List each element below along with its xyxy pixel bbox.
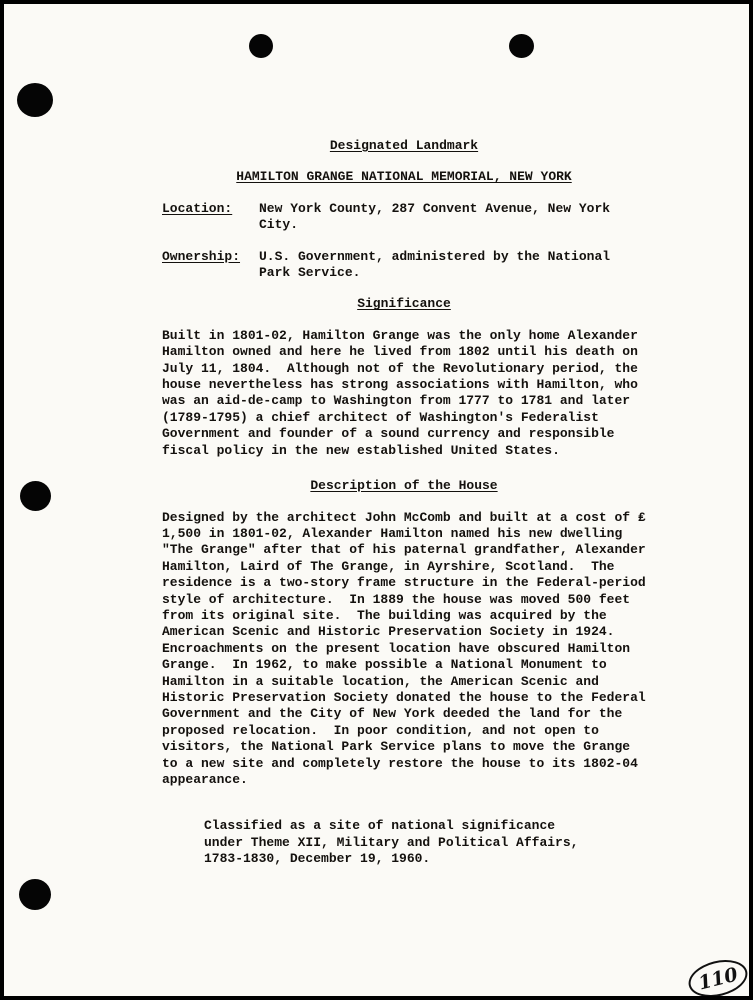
field-location <box>162 201 646 234</box>
handwritten-page-number-text: 110 <box>696 963 740 994</box>
field-ownership-label-text: Ownership: <box>162 248 241 264</box>
hole-punch-mark <box>20 481 51 511</box>
doc-heading-row <box>162 169 646 185</box>
handwritten-page-number <box>685 954 752 1000</box>
hole-punch-mark <box>509 34 534 58</box>
hole-punch-mark <box>249 34 273 58</box>
section-significance-body: Built in 1801-02, Hamilton Grange was the only home Alexander Hamilton owned and here he lived from 1802 until his death on July 11, 1804. Although not of the Revolutionary period, the house nevertheless has strong associations with Hamilton, who was an aid-de-camp to Washington from 1777 to 1781 and later (1789-1795) a chief architect of Washington's Federalist Government and founder of a sound currency and responsible fiscal policy in the new established United States. <box>162 327 646 458</box>
field-location-label-text: Location: <box>162 200 233 216</box>
doc-title: Designated Landmark <box>329 138 479 153</box>
section-significance-heading: Significance <box>357 296 451 312</box>
section-description-heading-row <box>162 478 646 494</box>
doc-heading: HAMILTON GRANGE NATIONAL MEMORIAL, NEW YORK <box>236 169 572 185</box>
doc-title-row <box>162 138 646 154</box>
hole-punch-mark <box>17 83 53 117</box>
field-location-value: New York County, 287 Convent Avenue, New York City. <box>259 200 618 233</box>
field-location-label <box>162 201 259 234</box>
field-ownership-value: U.S. Government, administered by the National Park Service. <box>259 248 618 281</box>
document-body <box>162 138 654 868</box>
hole-punch-mark <box>19 879 51 910</box>
section-description-heading: Description of the House <box>310 478 498 494</box>
section-description-body: Designed by the architect John McComb and built at a cost of ₤ 1,500 in 1801-02, Alexander Hamilton named his new dwelling "The Grange" after that of his paternal grandfather, Alexander Hamilton, Laird of The Grange, in Ayrshire, Scotland. The residence is a two-story frame structure in the Federal-period style of architecture. In 1889 the house was moved 500 feet from its original site. The building was acquired by the American Scenic and Historic Preservation Society in 1924. Encroachments on the present location have obscured Hamilton Grange. In 1962, to make possible a National Monument to Hamilton in a suitable location, the American Scenic and Historic Preservation Society donated the house to the Federal Government and the City of New York deeded the land for the proposed relocation. In poor condition, and not open to visitors, the National Park Service plans to move the Grange to a new site and completely restore the house to its 1802-04 appearance. <box>162 509 654 787</box>
classification-note: Classified as a site of national significance under Theme XII, Military and Political Affairs, 1783-1830, December 19, 1960. <box>204 818 587 867</box>
field-ownership <box>162 249 646 282</box>
section-significance-heading-row <box>162 296 646 312</box>
field-ownership-label <box>162 249 259 282</box>
